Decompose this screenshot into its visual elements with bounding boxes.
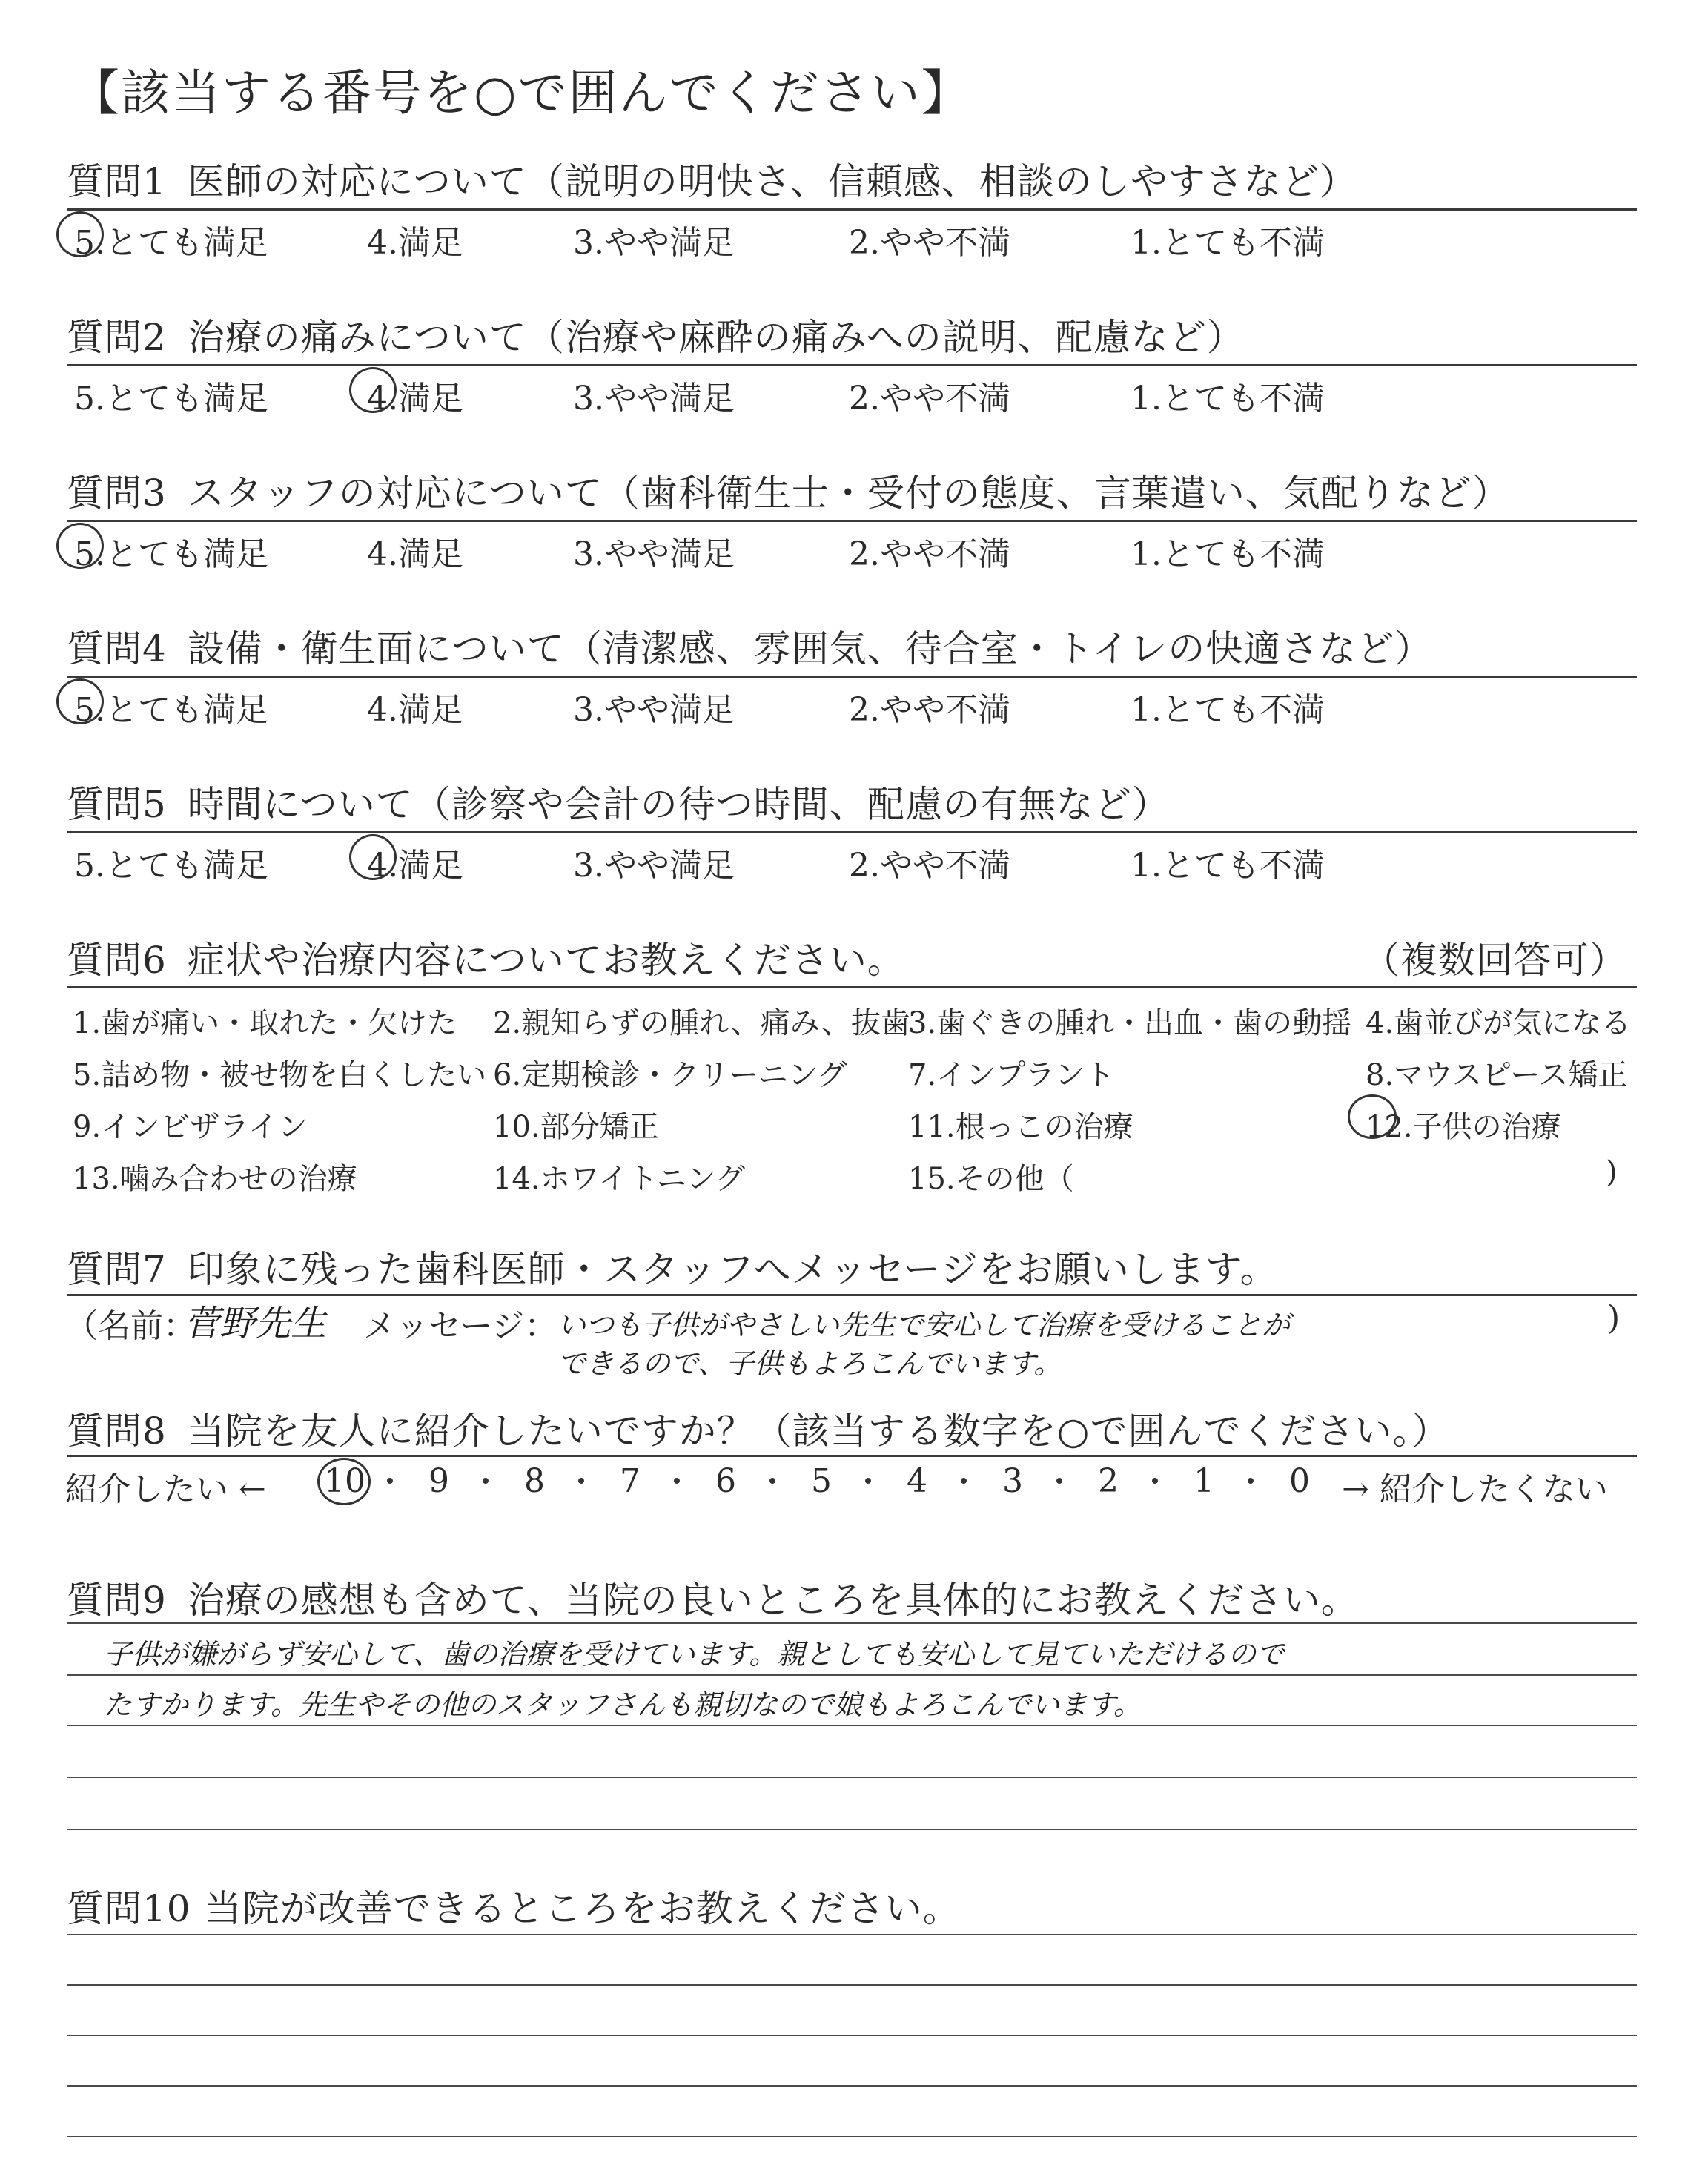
q6-option-12[interactable]: 12.子供の治療 xyxy=(1366,1110,1561,1144)
q7-close-paren: ) xyxy=(1607,1299,1621,1337)
q4-label: 質問4 xyxy=(67,627,167,670)
q10-line-4 xyxy=(67,2085,1637,2087)
q1-header xyxy=(67,152,1357,205)
selected-circle-q8 xyxy=(317,1458,371,1505)
q10-line-2 xyxy=(67,1984,1637,1986)
q8-scale-7[interactable]: 7 xyxy=(620,1462,640,1500)
selected-circle-q5 xyxy=(349,834,397,880)
q8-scale-3[interactable]: 3 xyxy=(1002,1462,1023,1500)
q5-text: 時間について（診察や会計の待つ時間、配慮の有無など） xyxy=(187,783,1170,826)
q2-option-4[interactable]: 4.満足 xyxy=(367,380,463,417)
q9-answer-line1: 子供が嫌がらず安心して、歯の治療を受けています。親としても安心して見ていただけるので xyxy=(104,1638,1285,1671)
q6-option-1[interactable]: 1.歯が痛い・取れた・欠けた xyxy=(73,1006,457,1040)
q8-separator-dot xyxy=(578,1478,584,1484)
q8-separator-dot xyxy=(1152,1478,1158,1484)
q7-name-value: 菅野先生 xyxy=(184,1303,327,1344)
q6-note: （複数回答可） xyxy=(1363,939,1627,982)
q8-header xyxy=(67,1401,1449,1455)
q3-text: スタッフの対応について（歯科衛生士・受付の態度、言葉遣い、気配りなど） xyxy=(187,472,1510,515)
q8-separator-dot xyxy=(483,1478,489,1484)
q7-message-line1: いつも子供がやさしい先生で安心して治療を受けることが xyxy=(557,1309,1291,1341)
q8-scale-2[interactable]: 2 xyxy=(1098,1462,1119,1500)
q1-option-1[interactable]: 1.とても不満 xyxy=(1131,224,1325,262)
q8-text: 当院を友人に紹介したいですか？（該当する数字を○で囲んでください。） xyxy=(187,1410,1450,1453)
selected-circle-q4 xyxy=(56,678,104,724)
q8-scale-5[interactable]: 5 xyxy=(811,1462,832,1500)
q6-option-2[interactable]: 2.親知らずの腫れ、痛み、抜歯 xyxy=(493,1006,910,1040)
selected-circle-q1 xyxy=(56,211,104,257)
q6-option-8[interactable]: 8.マウスピース矯正 xyxy=(1366,1058,1628,1092)
q2-header xyxy=(67,308,1245,361)
q8-scale-8[interactable]: 8 xyxy=(524,1462,545,1500)
selected-circle-q6 xyxy=(1348,1094,1397,1139)
q8-separator-dot xyxy=(769,1478,775,1484)
q6-label: 質問6 xyxy=(67,939,167,982)
q8-separator-dot xyxy=(865,1478,871,1484)
q8-scale-6[interactable]: 6 xyxy=(715,1462,736,1500)
q6-option-9[interactable]: 9.インビザライン xyxy=(73,1110,308,1144)
q1-option-3[interactable]: 3.やや満足 xyxy=(573,224,735,262)
q10-line-5 xyxy=(67,2136,1637,2137)
q5-option-1[interactable]: 1.とても不満 xyxy=(1131,847,1325,885)
q8-scale-0[interactable]: 0 xyxy=(1289,1462,1310,1500)
q8-separator-dot xyxy=(674,1478,680,1484)
q8-scale-1[interactable]: 1 xyxy=(1194,1462,1214,1500)
q6-option-3[interactable]: 3.歯ぐきの腫れ・出血・歯の動揺 xyxy=(908,1006,1352,1040)
q1-text: 医師の対応について（説明の明快さ、信頼感、相談のしやすさなど） xyxy=(187,160,1357,203)
q10-text: 当院が改善できるところをお教えください。 xyxy=(204,1887,961,1930)
q7-label: 質問7 xyxy=(67,1248,167,1291)
q1-rule xyxy=(67,208,1637,211)
q3-option-4[interactable]: 4.満足 xyxy=(367,535,463,573)
q8-scale-4[interactable]: 4 xyxy=(907,1462,927,1500)
q1-option-2[interactable]: 2.やや不満 xyxy=(849,224,1010,262)
q3-option-5[interactable]: 5.とても満足 xyxy=(74,535,268,573)
q6-option-14[interactable]: 14.ホワイトニング xyxy=(493,1162,746,1196)
q7-header xyxy=(67,1240,1278,1293)
q9-label: 質問9 xyxy=(67,1579,167,1622)
q3-rule xyxy=(67,520,1637,522)
q6-option-15[interactable]: 15.その他（ xyxy=(908,1162,1074,1196)
q10-label: 質問10 xyxy=(67,1887,191,1930)
q8-rule xyxy=(67,1455,1637,1457)
q2-option-5[interactable]: 5.とても満足 xyxy=(74,380,268,417)
q9-text: 治療の感想も含めて、当院の良いところを具体的にお教えください。 xyxy=(187,1579,1359,1622)
q9-header xyxy=(67,1571,1359,1624)
q9-line-3 xyxy=(67,1725,1637,1726)
q8-scale-9[interactable]: 9 xyxy=(428,1462,449,1500)
q2-label: 質問2 xyxy=(67,316,167,359)
q5-option-5[interactable]: 5.とても満足 xyxy=(74,847,268,885)
q6-rule xyxy=(67,986,1637,988)
q3-option-3[interactable]: 3.やや満足 xyxy=(573,535,735,573)
q6-header xyxy=(67,931,905,984)
q10-line-3 xyxy=(67,2035,1637,2036)
q6-option-4[interactable]: 4.歯並びが気になる xyxy=(1366,1006,1632,1040)
q4-option-2[interactable]: 2.やや不満 xyxy=(849,691,1010,729)
q6-close-paren: ) xyxy=(1606,1155,1618,1189)
q4-rule xyxy=(67,676,1637,678)
selected-circle-q2 xyxy=(349,367,397,413)
q9-line-5 xyxy=(67,1829,1637,1830)
q5-rule xyxy=(67,831,1637,833)
q7-text: 印象に残った歯科医師・スタッフへメッセージをお願いします。 xyxy=(187,1248,1278,1291)
q6-option-5[interactable]: 5.詰め物・被せ物を白くしたい xyxy=(73,1058,487,1092)
q2-text: 治療の痛みについて（治療や麻酔の痛みへの説明、配慮など） xyxy=(187,316,1245,359)
q6-option-10[interactable]: 10.部分矯正 xyxy=(493,1110,659,1144)
q5-option-4[interactable]: 4.満足 xyxy=(367,847,463,885)
q5-header xyxy=(67,775,1170,828)
q1-option-4[interactable]: 4.満足 xyxy=(367,224,463,262)
q9-line-2 xyxy=(67,1674,1637,1676)
q10-header xyxy=(67,1879,961,1932)
q8-right-label: → 紹介したくない xyxy=(1342,1470,1608,1508)
q6-option-13[interactable]: 13.噛み合わせの治療 xyxy=(73,1162,357,1196)
q4-text: 設備・衛生面について（清潔感、雰囲気、待合室・トイレの快適さなど） xyxy=(187,627,1433,670)
q5-option-2[interactable]: 2.やや不満 xyxy=(849,847,1010,885)
q6-option-6[interactable]: 6.定期検診・クリーニング xyxy=(493,1058,847,1092)
q2-rule xyxy=(67,364,1637,366)
q6-option-7[interactable]: 7.インプラント xyxy=(908,1058,1115,1092)
q8-separator-dot xyxy=(1056,1478,1062,1484)
q9-line-1 xyxy=(67,1622,1637,1624)
q7-message-line2: できるので、子供もよろこんでいます。 xyxy=(557,1347,1062,1380)
q8-separator-dot xyxy=(387,1478,393,1484)
q8-separator-dot xyxy=(1248,1478,1254,1484)
q1-option-5[interactable]: 5.とても満足 xyxy=(74,224,268,262)
q3-option-2[interactable]: 2.やや不満 xyxy=(849,535,1010,573)
q9-answer-line2: たすかります。先生やその他のスタッフさんも親切なので娘もよろこんでいます。 xyxy=(104,1688,1142,1721)
q1-label: 質問1 xyxy=(67,160,167,203)
q4-option-5[interactable]: 5.とても満足 xyxy=(74,691,268,729)
q6-option-11[interactable]: 11.根っこの治療 xyxy=(908,1110,1133,1144)
q6-text: 症状や治療内容についてお教えください。 xyxy=(187,939,905,982)
q2-option-2[interactable]: 2.やや不満 xyxy=(849,380,1010,417)
q8-scale-10[interactable]: 10 xyxy=(324,1462,365,1500)
q2-option-3[interactable]: 3.やや満足 xyxy=(573,380,735,417)
q8-label: 質問8 xyxy=(67,1410,167,1453)
q9-line-4 xyxy=(67,1777,1637,1778)
q2-option-1[interactable]: 1.とても不満 xyxy=(1131,380,1325,417)
q10-line-1 xyxy=(67,1934,1637,1935)
form-title: 【該当する番号を○で囲んでください】 xyxy=(70,65,972,122)
q3-label: 質問3 xyxy=(67,472,167,515)
selected-circle-q3 xyxy=(56,523,104,569)
q4-option-3[interactable]: 3.やや満足 xyxy=(573,691,735,729)
q7-message-label: メッセージ： xyxy=(363,1307,557,1345)
q5-option-3[interactable]: 3.やや満足 xyxy=(573,847,735,885)
q4-option-4[interactable]: 4.満足 xyxy=(367,691,463,729)
q7-name-label: （名前： xyxy=(65,1307,196,1345)
q4-option-1[interactable]: 1.とても不満 xyxy=(1131,691,1325,729)
q5-label: 質問5 xyxy=(67,783,167,826)
q8-left-label: 紹介したい ← xyxy=(65,1470,266,1508)
q3-header xyxy=(67,463,1510,517)
q3-option-1[interactable]: 1.とても不満 xyxy=(1131,535,1325,573)
q8-separator-dot xyxy=(961,1478,967,1484)
q4-header xyxy=(67,619,1432,673)
